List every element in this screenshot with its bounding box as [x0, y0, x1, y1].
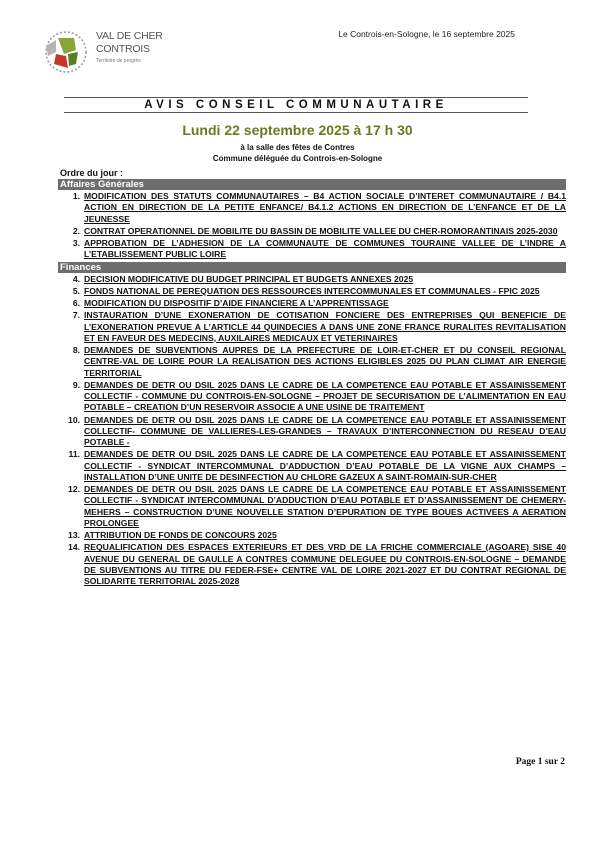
agenda-item-number: 4.: [72, 273, 80, 284]
agenda-item: [58, 530, 566, 541]
meeting-date: Lundi 22 septembre 2025 à 17 h 30: [182, 122, 413, 138]
agenda-item-number: 14.: [68, 542, 80, 553]
agenda-item: [58, 380, 566, 414]
agenda-item-text: INSTAURATION D’UNE EXONERATION DE COTISATION FONCIERE DES ENTREPRISES QUI BENEFICIE DE L’EXONERATION PREVUE A L’ARTICLE 44 QUINDECIES A DANS UNE ZONE FRANCE RURALITES REVITALISATION ET EN FAVEUR DES MEDECINS, AUXILAIRES MEDICAUX ET VETERINAIRES: [84, 310, 566, 343]
agenda-item-text: MODIFICATION DES STATUTS COMMUNAUTAIRES – B4 ACTION SOCIALE D’INTERET COMMUNAUTAIRE / B4.1 ACTION EN DIRECTION DE LA PETITE ENFANCE/ B4.1.2 ACTIONS EN DIRECTION DE L’ENFANCE ET DE LA JEUNESSE: [84, 191, 566, 224]
agenda-item: [58, 484, 566, 529]
agenda-item-text: DEMANDES DE DETR OU DSIL 2025 DANS LE CADRE DE LA COMPETENCE EAU POTABLE ET ASSAINISSEMENT COLLECTIF - SYNDICAT INTERCOMMUNAL D’ADDUCTION D’EAU POTABLE ET D’ASSAINISSEMENT DE CHEMERY-MEHERS – CONSTRUCTION D’UNE NOUVELLE STATION D’EPURATION DE TYPE BOUES ACTIVEES A AERATION PROLONGEE: [84, 484, 566, 528]
agenda-item-number: 7.: [72, 310, 80, 321]
agenda-item: [58, 298, 566, 309]
notice-title: AVIS CONSEIL COMMUNAUTAIRE: [64, 97, 528, 113]
agenda-item: [58, 191, 566, 225]
venue-line2: Commune déléguée du Controis-en-Sologne: [212, 154, 383, 163]
agenda-content: [58, 178, 566, 588]
section-header-affaires-generales: Affaires Générales: [58, 179, 566, 190]
agenda-item-number: 6.: [72, 298, 80, 308]
agenda-item-text: DECISION MODIFICATIVE DU BUDGET PRINCIPAL ET BUDGETS ANNEXES 2025: [84, 273, 414, 284]
val-de-cher-controis-logo: [36, 26, 166, 78]
agenda-item-number: 2.: [72, 225, 80, 236]
agenda-item-text: DEMANDES DE DETR OU DSIL 2025 DANS LE CADRE DE LA COMPETENCE EAU POTABLE ET ASSAINISSEMENT COLLECTIF - SYNDICAT INTERCOMMUNAL D’ADDUCTION D’EAU POTABLE DE LA VIGNE AUX CHAMPS – INSTALLATION D’UNE UNITE DE DESINFECTION AU CHLORE GAZEUX A SAINT-ROMAIN-SUR-CHER: [84, 449, 566, 482]
agenda-item-number: 12.: [68, 484, 80, 494]
logo-line2: CONTROIS: [96, 43, 150, 55]
agenda-item-number: 1.: [72, 191, 80, 201]
agenda-item-text: FONDS NATIONAL DE PEREQUATION DES RESSOURCES INTERCOMMUNALES ET COMMUNALES - FPIC 2025: [84, 285, 540, 296]
agenda-item-text: REQUALIFICATION DES ESPACES EXTERIEURS ET DES VRD DE LA FRICHE COMMERCIALE (AGOARE) SISE 40 AVENUE DU GENERAL DE GAULLE A CONTRES COMMUNE DELEGUEE DU CONTROIS-EN-SOLOGNE – DEMANDE DE SUBVENTIONS AU TITRE DU FEDER-FSE+ CENTRE VAL DE LOIRE 2021-2027 ET DU CONTRAT REGIONAL DE SOLIDARITE TERRITORIAL 2025-2028: [84, 542, 566, 586]
agenda-item-text: MODIFICATION DU DISPOSITIF D’AIDE FINANCIERE A L’APPRENTISSAGE: [84, 298, 389, 308]
section-header-finances: Finances: [58, 262, 566, 273]
agenda-item: [58, 238, 566, 261]
logo-tagline: Territoire de progrès: [96, 58, 141, 64]
agenda-item: [58, 449, 566, 483]
agenda-item: [58, 310, 566, 344]
agenda-item-number: 13.: [68, 530, 80, 540]
agenda-item: [58, 226, 566, 237]
logo-emblem-icon: [36, 26, 92, 78]
agenda-item-text: DEMANDES DE DETR OU DSIL 2025 DANS LE CADRE DE LA COMPETENCE EAU POTABLE ET ASSAINISSEMENT COLLECTIF- COMMUNE DE VALLIERES-LES-GRANDES – TRAVAUX D’INTERCONNECTION DU RESEAU D’EAU POTABLE -: [84, 414, 566, 447]
agenda-item: [58, 345, 566, 379]
agenda-item-text: CONTRAT OPERATIONNEL DE MOBILITE DU BASSIN DE MOBILITE VALLEE DU CHER-ROMORANTINAIS 2025-2030: [84, 225, 558, 236]
agenda-item-number: 9.: [72, 379, 80, 390]
agenda-item: [58, 542, 566, 587]
agenda-item-number: 11.: [68, 449, 80, 460]
agenda-item: [58, 415, 566, 449]
agenda-item-number: 3.: [72, 238, 80, 248]
logo-line1: VAL DE CHER: [96, 30, 163, 42]
agenda-heading: Ordre du jour :: [60, 168, 123, 178]
agenda-item-text: ATTRIBUTION DE FONDS DE CONCOURS 2025: [84, 530, 277, 540]
agenda-item-number: 8.: [72, 345, 80, 355]
agenda-item: [58, 286, 566, 297]
agenda-item-number: 10.: [68, 414, 80, 425]
agenda-item: [58, 274, 566, 285]
agenda-item-number: 5.: [72, 285, 80, 296]
agenda-item-text: DEMANDES DE SUBVENTIONS AUPRES DE LA PREFECTURE DE LOIR-ET-CHER ET DU CONSEIL REGIONAL CENTRE-VAL DE LOIRE POUR LA REALISATION DES ACTIONS ELIGIBLES 2025 DU PLAN CLIMAT AIR ENERGIE TERRITORIAL: [84, 345, 566, 378]
agenda-item-text: APPROBATION DE L’ADHESION DE LA COMMUNAUTE DE COMMUNES TOURAINE VALLEE DE L’INDRE A L’ETABLISSEMENT PUBLIC LOIRE: [84, 238, 566, 260]
agenda-item-text: DEMANDES DE DETR OU DSIL 2025 DANS LE CADRE DE LA COMPETENCE EAU POTABLE ET ASSAINISSEMENT COLLECTIF - COMMUNE DU CONTROIS-EN-SOLOGNE – PROJET DE SECURISATION DE L’ALIMENTATION EN EAU POTABLE – CREATION D’UN RESERVOIR ASSOCIE A UNE USINE DE TRAITEMENT: [84, 379, 566, 413]
page-number: Page 1 sur 2: [515, 757, 565, 767]
date-line: Le Controis-en-Sologne, le 16 septembre 2025: [338, 29, 515, 39]
venue-line1: à la salle des fêtes de Contres: [240, 143, 355, 152]
